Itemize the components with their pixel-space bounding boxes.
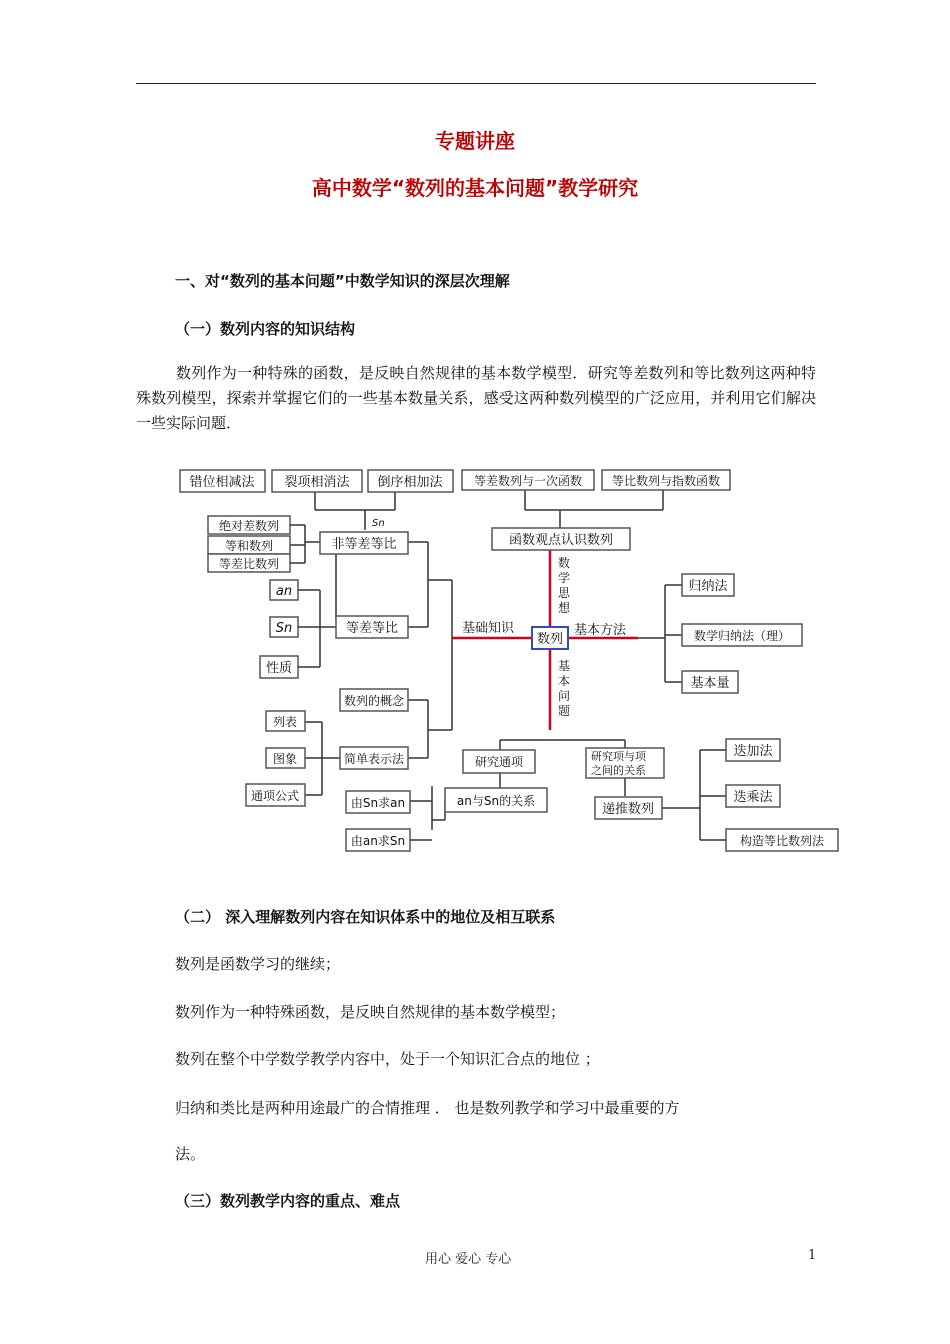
- center-node: 数列: [536, 632, 564, 647]
- general-term-box: 研究通项: [474, 755, 524, 769]
- relation-box: 研究项与项之间的关系: [591, 750, 646, 777]
- recursive-item: 迭乘法: [733, 790, 773, 805]
- body-line: 法。: [175, 1145, 206, 1163]
- method-item: 裂项相消法: [284, 475, 350, 490]
- by-sn-box: 由Sn求an: [350, 796, 406, 810]
- ap-item: an: [275, 584, 293, 599]
- simple-repr-box: 简单表示法: [343, 752, 405, 766]
- knowledge-structure-diagram: [170, 460, 850, 860]
- intro-paragraph: 数列作为一种特殊的函数，是反映自然规律的基本数学模型．研究等差数列和等比数列这两种特殊数列模型，探索并掌握它们的一些基本数量关系，感受这两种数列模型的广泛应用，并利用它们解决一些实际问题．: [136, 364, 816, 432]
- section-heading-3: （三）数列教学内容的重点、难点: [175, 1192, 401, 1210]
- footer-text: 用心 爱心 专心: [425, 1252, 512, 1267]
- func-view-box: 函数观点认识数列: [508, 533, 614, 548]
- page-number: 1: [808, 1248, 817, 1263]
- down-label: 基本问题: [558, 659, 571, 718]
- an-sn-box: an与Sn的关系: [456, 794, 536, 808]
- section-heading-2: （二） 深入理解数列内容在知识体系中的地位及相互联系: [175, 908, 556, 926]
- repr-item: 列表: [272, 715, 298, 729]
- recursive-item: 构造等比数列法: [739, 834, 825, 848]
- non-ap-item: 绝对差数列: [218, 519, 280, 533]
- func-box: 等差数列与一次函数: [473, 474, 583, 488]
- body-line: 归纳和类比是两种用途最广的合情推理 ． 也是数列教学和学习中最重要的方: [175, 1099, 680, 1117]
- method-right: 基本量: [690, 676, 730, 691]
- right-label: 基本方法: [573, 623, 627, 638]
- header-rule: [136, 83, 816, 84]
- subsection-heading-1: （一）数列内容的知识结构: [175, 320, 356, 338]
- non-ap-item: 等和数列: [224, 539, 274, 553]
- func-box: 等比数列与指数函数: [611, 474, 721, 488]
- ap-gp-box: 等差等比: [345, 621, 399, 636]
- recursive-box: 递推数列: [601, 802, 655, 817]
- section-heading-1: 一、对“数列的基本问题”中数学知识的深层次理解: [175, 272, 510, 290]
- repr-item: 图象: [272, 752, 298, 766]
- method-item: 错位相减法: [189, 475, 255, 490]
- body-line: 数列是函数学习的继续；: [175, 955, 341, 973]
- method-item: 倒序相加法: [377, 475, 443, 490]
- non-ap-box: 非等差等比: [331, 537, 397, 552]
- sn-label: Sn: [372, 518, 385, 529]
- by-an-box: 由an求Sn: [350, 834, 406, 848]
- ap-item: 性质: [265, 661, 293, 676]
- up-label: 数学思想: [558, 556, 571, 615]
- method-right: 归纳法: [688, 579, 728, 594]
- concept-box: 数列的概念: [343, 694, 405, 708]
- non-ap-item: 等差比数列: [218, 557, 280, 571]
- method-right: 数学归纳法（理）: [693, 629, 791, 643]
- left-label: 基础知识: [461, 621, 515, 636]
- repr-item: 通项公式: [250, 789, 300, 803]
- recursive-item: 迭加法: [733, 744, 773, 759]
- page-title: 专题讲座: [435, 129, 515, 153]
- ap-item: Sn: [275, 621, 293, 636]
- page-subtitle: 高中数学“数列的基本问题”教学研究: [311, 176, 639, 200]
- body-line: 数列在整个中学数学教学内容中，处于一个知识汇合点的地位 ；: [175, 1050, 600, 1068]
- body-line: 数列作为一种特殊函数，是反映自然规律的基本数学模型；: [175, 1003, 566, 1021]
